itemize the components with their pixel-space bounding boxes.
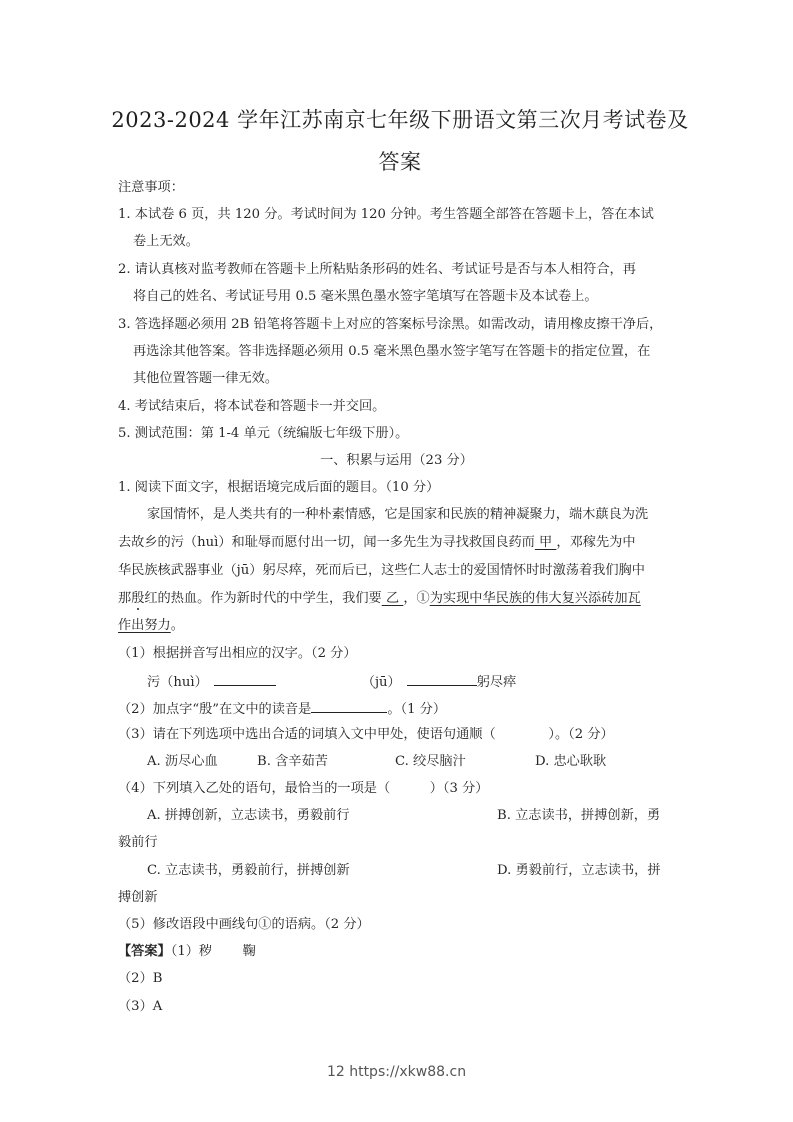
pinyin-item-b-suffix: 躬尽瘁 xyxy=(476,675,517,690)
passage-line-4-text-b: 红的热血。作为新时代的中学生，我们要 xyxy=(144,591,382,606)
page-footer: 12 https://xkw88.cn xyxy=(326,1064,467,1080)
notice-item-5: 5. 测试范围：第 1-4 单元（统编版七年级下册）。 xyxy=(118,426,409,441)
option-d: D. 忠心耿耿 xyxy=(535,754,607,769)
passage-line-2-text-a: 去故乡的污（huì）和耻辱而愿付出一切，闻一多先生为寻找救国良药而 xyxy=(118,535,535,550)
passage-line-1: 家国情怀，是人类共有的一种朴素情感，它是国家和民族的精神凝聚力，端木蕻良为洗 xyxy=(147,507,649,522)
blank-jia: 甲 xyxy=(534,535,557,550)
sub-question-2 xyxy=(118,699,446,719)
answer-blank-pronunciation[interactable] xyxy=(311,699,387,713)
answer-tag: 【答案】 xyxy=(118,944,171,959)
passage-line-3: 华民族核武器事业（jū）躬尽瘁，死而后已，这些仁人志士的爱国情怀时时激荡着我们胸中 xyxy=(118,563,645,578)
sub-question-5: （5）修改语段中画线句①的语病。（2 分） xyxy=(118,917,370,932)
passage-line-4 xyxy=(118,590,641,608)
sub-question-3: （3）请在下列选项中选出合适的词填入文中甲处，使语句通顺（ ）。（2 分） xyxy=(118,727,614,742)
underlined-sentence-1-cont: 作出努力 xyxy=(118,618,171,633)
passage-line-5-end: 。 xyxy=(170,618,184,633)
document-title-line1: 2023-2024 学年江苏南京七年级下册语文第三次月考试卷及 xyxy=(111,108,689,132)
sub4-option-c: C. 立志读书，勇毅前行，拼搏创新 xyxy=(147,863,350,878)
sub-question-1-items xyxy=(147,672,516,692)
sub4-option-d: D. 勇毅前行，立志读书，拼 xyxy=(497,863,661,878)
dotted-character: 殷 xyxy=(131,591,145,606)
passage-line-5 xyxy=(118,617,184,635)
section-heading: 一、积累与运用（23 分） xyxy=(320,453,473,468)
answer-blank-ju[interactable] xyxy=(407,672,477,686)
notice-item-3-cont: 再选涂其他答案。答非选择题必须用 0.5 毫米黑色墨水签字笔写在答题卡的指定位置，在 xyxy=(133,344,651,359)
pinyin-item-a: 污（huì） xyxy=(147,675,208,690)
blank-yi: 乙 xyxy=(381,591,404,606)
answer-blank-hui[interactable] xyxy=(214,672,276,686)
sub4-option-d-cont: 搏创新 xyxy=(118,890,158,905)
sub-question-4: （4）下列填入乙处的语句，最恰当的一项是（ ）（3 分） xyxy=(118,781,489,796)
notice-item-3-cont2: 其他位置答题一律无效。 xyxy=(133,371,279,386)
passage-line-2 xyxy=(118,534,636,552)
notice-item-3: 3. 答选择题必须用 2B 铅笔将答题卡上对应的答案标号涂黑。如需改动，请用橡皮擦干净后， xyxy=(118,317,663,332)
answer-2: （2）B xyxy=(118,971,163,986)
notice-item-2: 2. 请认真核对监考教师在答题卡上所粘贴条形码的姓名、考试证号是否与本人相符合，再 xyxy=(118,262,636,277)
notice-item-4: 4. 考试结束后，将本试卷和答题卡一并交回。 xyxy=(118,399,386,414)
notice-heading: 注意事项： xyxy=(118,180,184,195)
question-1-stem: 1. 阅读下面文字，根据语境完成后面的题目。（10 分） xyxy=(118,480,440,495)
option-b: B. 含辛茹苦 xyxy=(257,754,328,769)
underlined-sentence-1: 为实现中华民族的伟大复兴添砖加瓦 xyxy=(429,591,641,606)
option-a: A. 沥尽心血 xyxy=(147,754,218,769)
passage-line-4-text-a: 那 xyxy=(118,591,132,606)
sub-question-2-label: （2）加点字“殷”在文中的读音是 xyxy=(118,702,312,717)
answer-3: （3）A xyxy=(118,999,163,1014)
notice-item-1: 1. 本试卷 6 页，共 120 分。考试时间为 120 分钟。考生答题全部答在答题卡上，答在本试 xyxy=(118,207,654,222)
notice-item-2-cont: 将自己的姓名、考试证号用 0.5 毫米黑色墨水签字笔填写在答题卡及本试卷上。 xyxy=(133,289,598,304)
sub-question-3-options xyxy=(147,753,606,771)
notice-item-1-cont: 卷上无效。 xyxy=(133,234,199,249)
sub4-option-b: B. 立志读书，拼搏创新，勇 xyxy=(497,808,661,823)
answer-1: （1）秽 鞠 xyxy=(170,944,256,959)
sub4-option-b-cont: 毅前行 xyxy=(118,835,158,850)
answer-line-1 xyxy=(118,943,256,961)
pinyin-item-b: （jū） xyxy=(361,675,401,690)
document-title-line2: 答案 xyxy=(378,150,422,174)
passage-line-4-text-c: ，① xyxy=(403,591,430,606)
passage-line-2-text-b: ，邓稼先为中 xyxy=(556,535,636,550)
sub4-option-a: A. 拼搏创新，立志读书，勇毅前行 xyxy=(147,808,350,823)
option-c: C. 绞尽脑汁 xyxy=(395,754,466,769)
sub-question-1: （1）根据拼音写出相应的汉字。（2 分） xyxy=(118,646,357,661)
sub-question-2-score: 。（1 分） xyxy=(387,702,447,717)
